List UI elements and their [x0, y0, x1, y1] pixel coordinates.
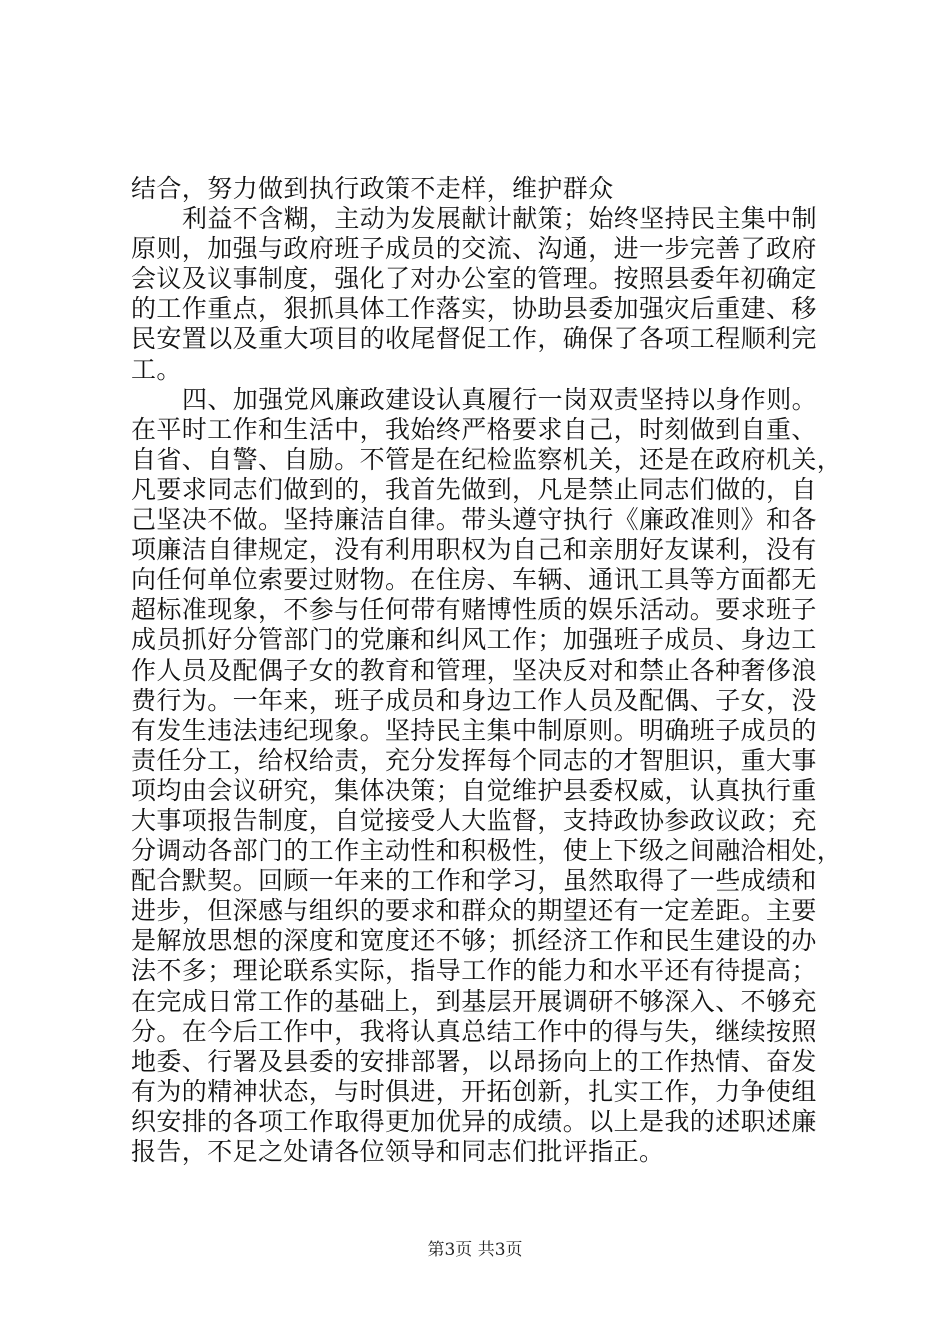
text-line: 报告，不足之处请各位领导和同志们批评指正。 [131, 1137, 665, 1166]
text-line: 凡要求同志们做到的，我首先做到，凡是禁止同志们做的，自 [131, 474, 817, 504]
text-line: 原则，加强与政府班子成员的交流、沟通，进一步完善了政府 [131, 234, 817, 264]
text-line: 的工作重点，狠抓具体工作落实，协助县委加强灾后重建、移 [131, 294, 817, 324]
text-line: 会议及议事制度，强化了对办公室的管理。按照县委年初确定 [131, 264, 817, 294]
text-line: 结合，努力做到执行政策不走样，维护群众 [131, 174, 614, 203]
text-line: 地委、行署及县委的安排部署，以昂扬向上的工作热情、奋发 [131, 1046, 817, 1076]
text-line: 超标准现象，不参与任何带有赌博性质的娱乐活动。要求班子 [131, 595, 817, 625]
text-line: 成员抓好分管部门的党廉和纠风工作；加强班子成员、身边工 [131, 625, 817, 655]
text-line: 在平时工作和生活中，我始终严格要求自己，时刻做到自重、 [131, 414, 817, 444]
text-line: 进步，但深感与组织的要求和群众的期望还有一定差距。主要 [131, 896, 817, 926]
text-line: 是解放思想的深度和宽度还不够；抓经济工作和民生建设的办 [131, 926, 817, 956]
text-line: 大事项报告制度，自觉接受人大监督，支持政协参政议政；充 [131, 805, 817, 835]
text-line: 费行为。一年来，班子成员和身边工作人员及配偶、子女，没 [131, 685, 817, 715]
text-line: 项均由会议研究，集体决策；自觉维护县委权威，认真执行重 [131, 775, 817, 805]
section-heading-line: 四、加强党风廉政建设认真履行一岗双责坚持以身作则。 [182, 384, 818, 414]
text-line: 分调动各部门的工作主动性和积极性，使上下级之间融洽相处， [131, 836, 843, 866]
text-line: 法不多；理论联系实际，指导工作的能力和水平还有待提高； [131, 956, 817, 986]
text-line: 在完成日常工作的基础上，到基层开展调研不够深入、不够充 [131, 986, 817, 1016]
text-line: 工。 [131, 354, 182, 384]
text-line: 向任何单位索要过财物。在住房、车辆、通讯工具等方面都无 [131, 565, 817, 595]
text-line: 民安置以及重大项目的收尾督促工作，确保了各项工程顺利完 [131, 324, 817, 354]
text-line: 项廉洁自律规定，没有利用职权为自己和亲朋好友谋利，没有 [131, 535, 817, 565]
paragraph-start-line: 利益不含糊，主动为发展献计献策；始终坚持民主集中制 [182, 204, 818, 234]
text-line: 织安排的各项工作取得更加优异的成绩。以上是我的述职述廉 [131, 1106, 817, 1136]
text-line: 有发生违法违纪现象。坚持民主集中制原则。明确班子成员的 [131, 715, 817, 745]
text-line: 配合默契。回顾一年来的工作和学习，虽然取得了一些成绩和 [131, 866, 817, 896]
text-line: 分。在今后工作中，我将认真总结工作中的得与失，继续按照 [131, 1016, 817, 1046]
text-line: 己坚决不做。坚持廉洁自律。带头遵守执行《廉政准则》和各 [131, 505, 817, 535]
text-line: 作人员及配偶子女的教育和管理，坚决反对和禁止各种奢侈浪 [131, 655, 817, 685]
body-text [131, 174, 843, 1167]
text-line: 自省、自警、自励。不管是在纪检监察机关，还是在政府机关， [131, 444, 843, 474]
text-line: 有为的精神状态，与时俱进，开拓创新，扎实工作，力争使组 [131, 1076, 817, 1106]
text-line: 责任分工，给权给责，充分发挥每个同志的才智胆识，重大事 [131, 745, 817, 775]
page-number-footer: 第3页 共3页 [427, 1240, 523, 1260]
